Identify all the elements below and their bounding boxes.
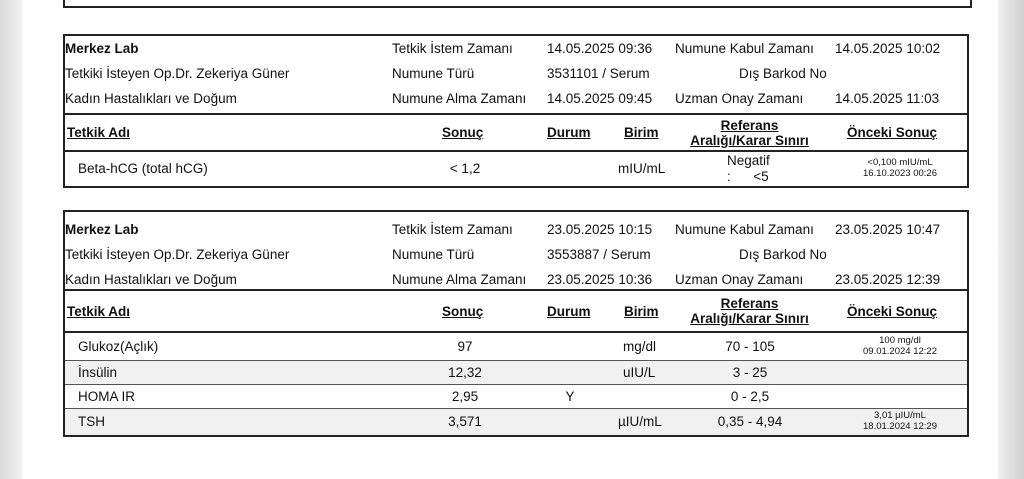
column-reference-line1: Referans (720, 296, 779, 311)
column-unit: Birim (624, 304, 659, 319)
test-reference: 3 - 25 (732, 365, 768, 380)
column-test: Tetkik Adı (67, 125, 131, 140)
previous-report-box (63, 0, 972, 8)
external-barcode-label: Dış Barkod No (739, 247, 827, 262)
test-result: 12,32 (448, 365, 482, 380)
test-name: İnsülin (78, 365, 118, 380)
test-result: 3,571 (448, 414, 482, 429)
test-result: < 1,2 (449, 161, 481, 176)
page-edge-left (0, 0, 22, 479)
previous-date: 16.10.2023 00:26 (863, 168, 937, 179)
column-reference-line1: Referans (720, 118, 779, 133)
test-reference: 0,35 - 4,94 (717, 414, 783, 429)
sample-time-label: Numune Alma Zamanı (392, 91, 527, 106)
accept-time-label: Numune Kabul Zamanı (675, 41, 814, 56)
sample-type-value: 3553887 / Serum (547, 247, 651, 262)
sample-type-label: Numune Türü (392, 66, 475, 81)
requester: Tetkiki İsteyen Op.Dr. Zekeriya Güner (65, 247, 290, 262)
test-status: Y (565, 389, 575, 404)
test-reference-line2: : <5 (727, 169, 769, 184)
test-result: 97 (457, 339, 473, 354)
table-row (65, 152, 967, 186)
previous-value: 3,01 µIU/mL (874, 410, 926, 421)
report-header (65, 36, 967, 115)
sample-type-label: Numune Türü (392, 247, 475, 262)
lab-name: Merkez Lab (65, 222, 139, 237)
department: Kadın Hastalıkları ve Doğum (65, 272, 237, 287)
test-reference: 0 - 2,5 (730, 389, 770, 404)
sample-time-value: 23.05.2025 10:36 (547, 272, 653, 287)
test-name: TSH (78, 414, 105, 429)
column-status: Durum (547, 304, 591, 319)
table-row (65, 385, 967, 409)
previous-value: <0,100 mIU/mL (867, 157, 933, 168)
test-unit: uIU/L (623, 365, 656, 380)
page-edge-right (998, 0, 1024, 479)
column-unit: Birim (624, 125, 659, 140)
previous-date: 09.01.2024 12:22 (863, 346, 937, 357)
accept-time-value: 14.05.2025 10:02 (835, 41, 941, 56)
sample-time-value: 14.05.2025 09:45 (547, 91, 653, 106)
previous-value: 100 mg/dl (879, 335, 921, 346)
column-result: Sonuç (442, 304, 484, 319)
test-result: 2,95 (451, 389, 479, 404)
approval-time-label: Uzman Onay Zamanı (675, 91, 804, 106)
report-header (65, 212, 967, 291)
request-time-label: Tetkik İstem Zamanı (392, 222, 513, 237)
request-time-label: Tetkik İstem Zamanı (392, 41, 513, 56)
test-name: Glukoz(Açlık) (78, 339, 159, 354)
column-header-row (65, 291, 967, 333)
table-row (65, 361, 967, 385)
test-reference-line1: Negatif (727, 153, 770, 168)
external-barcode-label: Dış Barkod No (739, 66, 827, 81)
table-row (65, 333, 967, 361)
test-name: HOMA IR (78, 389, 136, 404)
department: Kadın Hastalıkları ve Doğum (65, 91, 237, 106)
table-row (65, 409, 967, 435)
sample-time-label: Numune Alma Zamanı (392, 272, 527, 287)
sample-type-value: 3531101 / Serum (547, 66, 650, 81)
column-result: Sonuç (442, 125, 484, 140)
previous-result (835, 335, 965, 357)
request-time-value: 23.05.2025 10:15 (547, 222, 653, 237)
previous-result (835, 410, 965, 432)
column-previous: Önceki Sonuç (847, 125, 938, 140)
test-name: Beta-hCG (total hCG) (78, 161, 208, 176)
column-test: Tetkik Adı (67, 304, 131, 319)
request-time-value: 14.05.2025 09:36 (547, 41, 653, 56)
column-header-row (65, 115, 967, 152)
lab-name: Merkez Lab (65, 41, 139, 56)
test-reference: 70 - 105 (725, 339, 775, 354)
accept-time-label: Numune Kabul Zamanı (675, 222, 814, 237)
lab-report-2 (63, 210, 969, 437)
lab-report-1 (63, 34, 969, 188)
accept-time-value: 23.05.2025 10:47 (835, 222, 941, 237)
previous-date: 18.01.2024 12:29 (863, 421, 937, 432)
column-reference-line2: Aralığı/Karar Sınırı (690, 311, 809, 326)
approval-time-value: 14.05.2025 11:03 (835, 91, 940, 106)
test-unit: mIU/mL (618, 161, 666, 176)
test-unit: mg/dl (623, 339, 657, 354)
test-unit: µIU/mL (618, 414, 662, 429)
column-reference (677, 296, 822, 326)
column-reference-line2: Aralığı/Karar Sınırı (690, 133, 809, 148)
requester: Tetkiki İsteyen Op.Dr. Zekeriya Güner (65, 66, 290, 81)
column-reference (677, 118, 822, 148)
column-previous: Önceki Sonuç (847, 304, 938, 319)
approval-time-label: Uzman Onay Zamanı (675, 272, 804, 287)
column-status: Durum (547, 125, 591, 140)
previous-result (835, 157, 965, 179)
approval-time-value: 23.05.2025 12:39 (835, 272, 941, 287)
